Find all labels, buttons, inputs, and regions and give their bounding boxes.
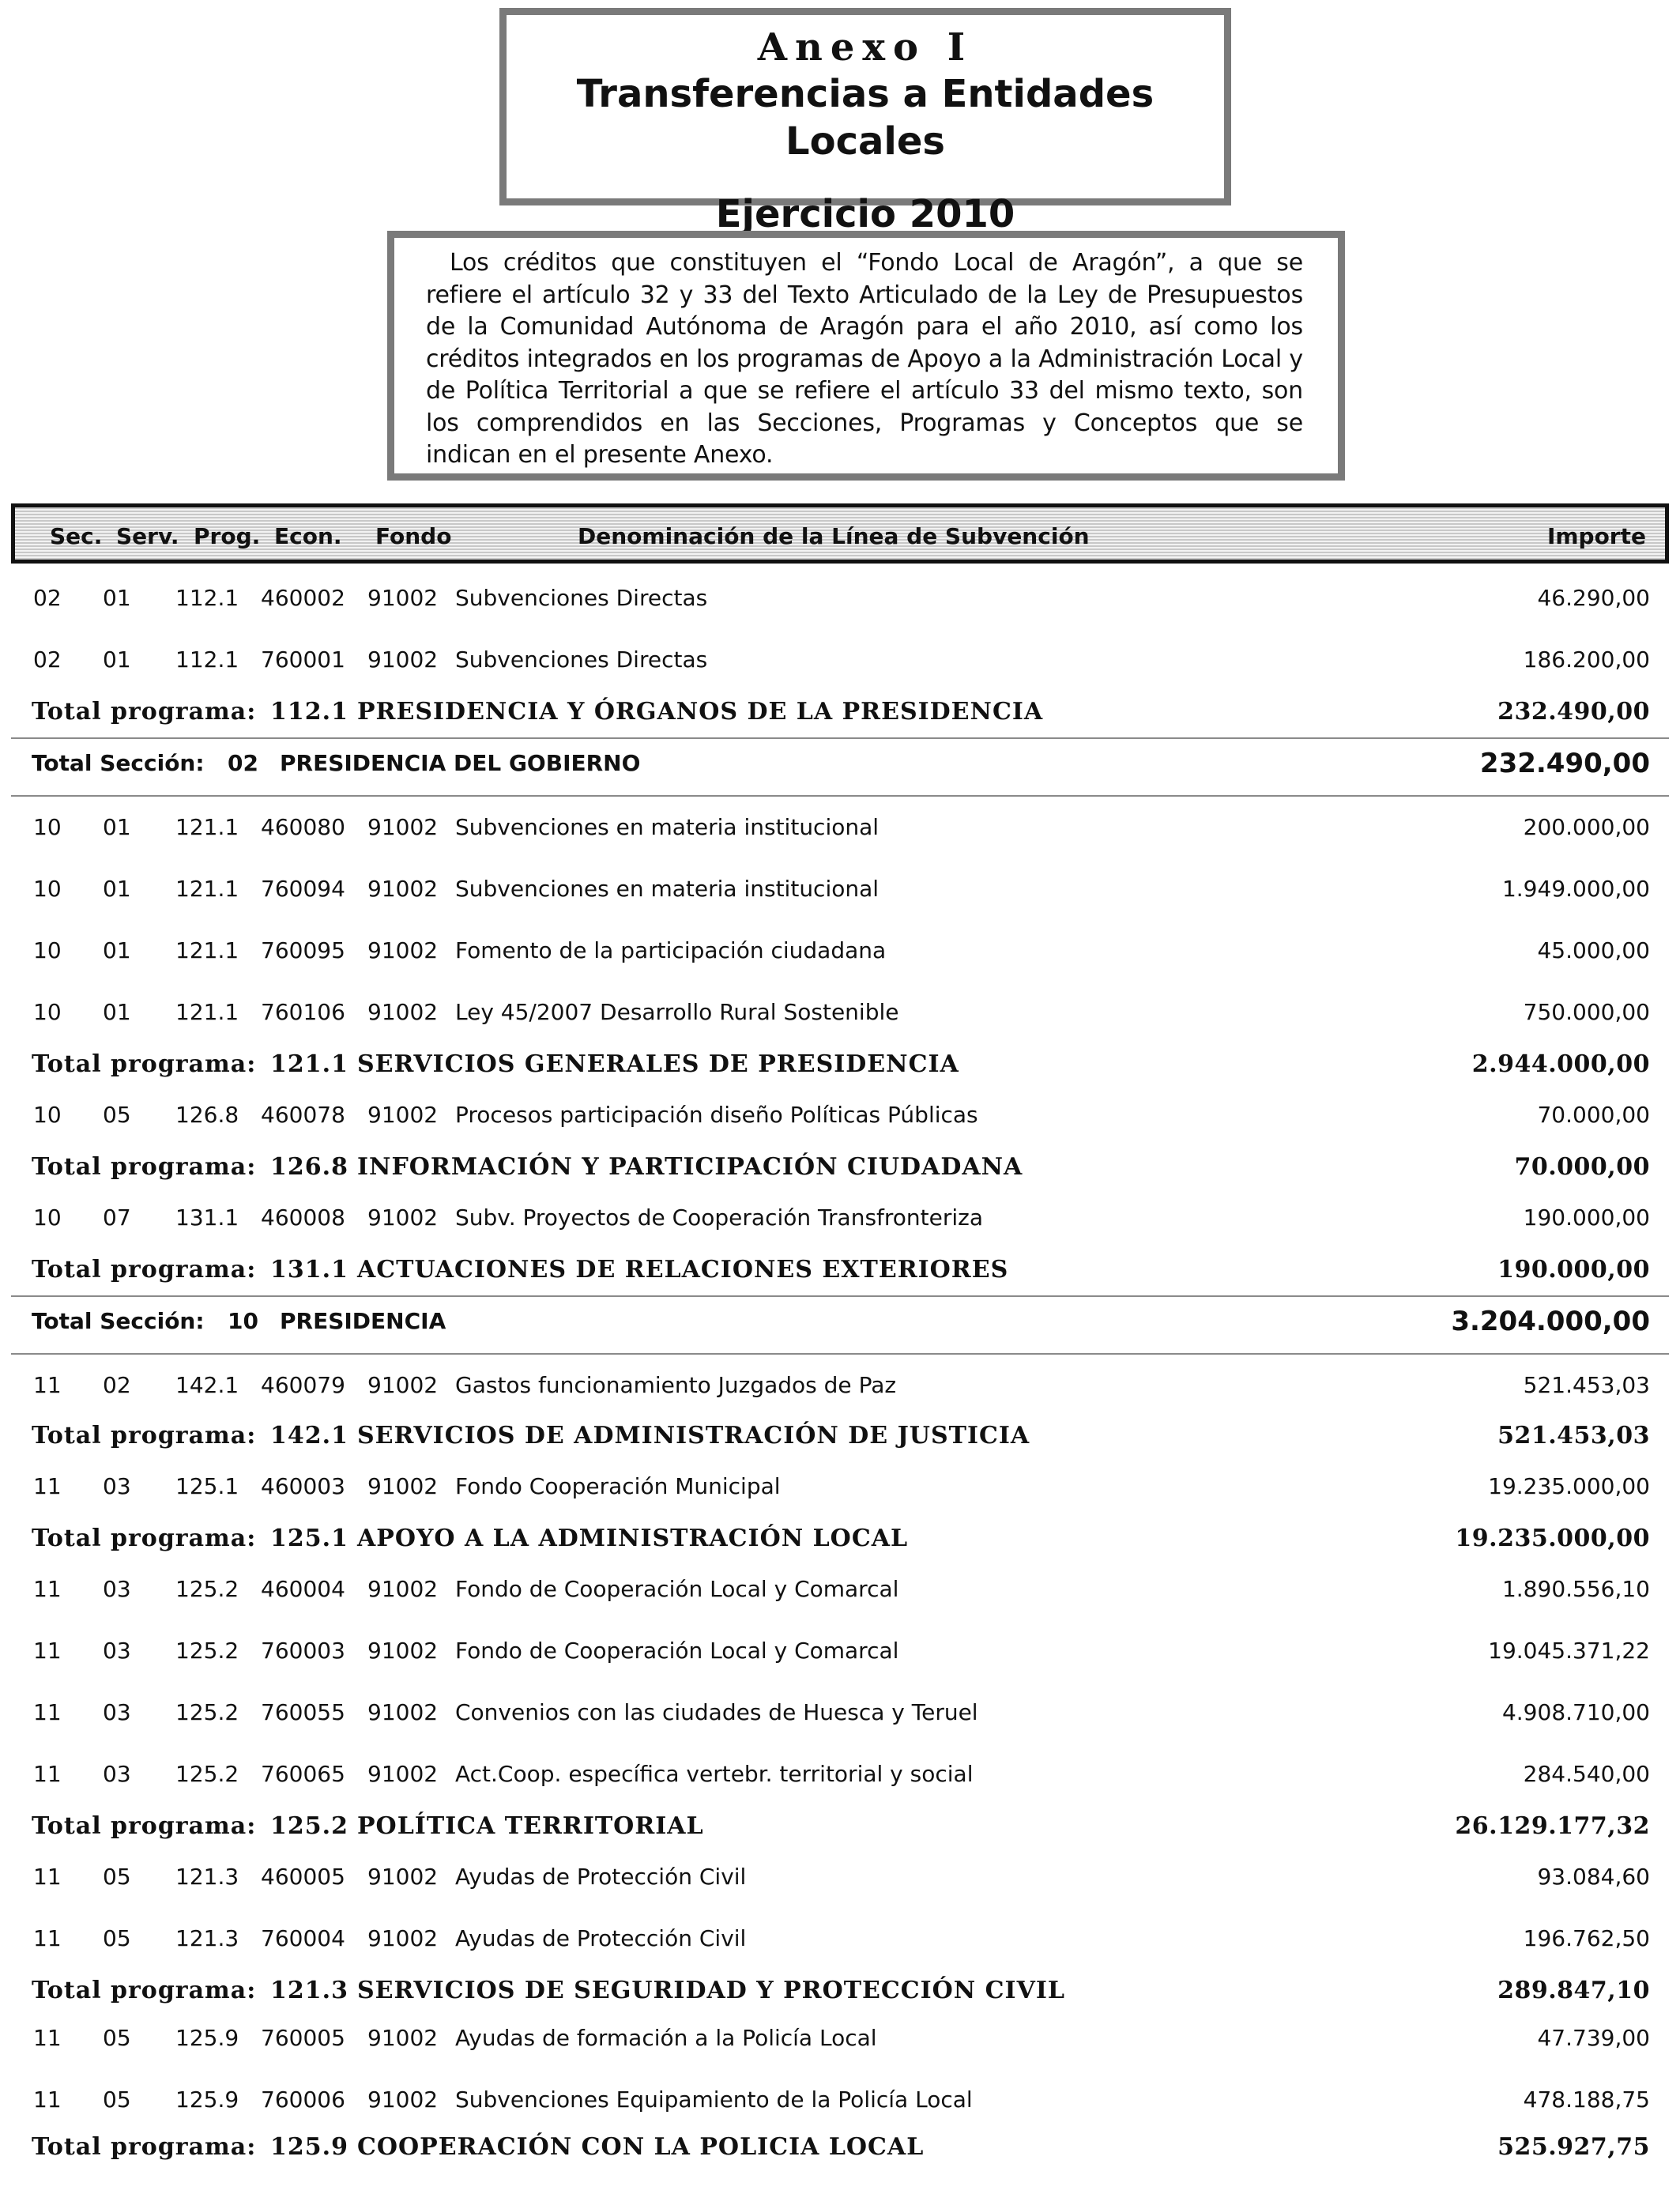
cell-description: Fomento de la participación ciudadana [455,937,887,963]
fiscal-year: Ejercicio 2010 [715,192,1015,236]
program-code: 112.1 [270,698,348,726]
cell-serv: 05 [103,1102,131,1128]
cell-fondo: 91002 [367,1761,439,1787]
cell-fondo: 91002 [367,1864,439,1890]
cell-amount: 4.908.710,00 [1501,1699,1650,1725]
cell-serv: 03 [103,1761,131,1787]
col-header-fondo: Fondo [375,523,452,549]
program-total-label: Total programa: [32,1050,257,1078]
cell-fondo: 91002 [367,999,439,1025]
cell-serv: 05 [103,1864,131,1890]
cell-fondo: 91002 [367,1925,439,1951]
program-total-row [0,1049,1680,1080]
col-header-econ: Econ. [274,523,342,549]
program-total-row [0,1152,1680,1183]
cell-serv: 01 [103,876,131,902]
cell-prog: 121.1 [175,876,239,902]
table-row [0,1697,1680,1728]
cell-fondo: 91002 [367,1576,439,1602]
cell-sec: 11 [33,1864,62,1890]
program-code: 121.1 [270,1050,348,1078]
program-code: 126.8 [270,1153,348,1181]
program-code: 142.1 [270,1422,348,1449]
cell-sec: 10 [33,1204,62,1231]
cell-prog: 125.2 [175,1699,239,1725]
col-header-sec: Sec. [50,523,103,549]
program-total-row [0,2132,1680,2163]
col-header-prog: Prog. [194,523,261,549]
cell-econ: 460003 [261,1473,345,1499]
cell-serv: 03 [103,1576,131,1602]
cell-prog: 125.2 [175,1638,239,1664]
program-total-amount: 2.944.000,00 [1471,1050,1650,1078]
cell-sec: 11 [33,1576,62,1602]
cell-sec: 02 [33,585,62,611]
intro-paragraph: Los créditos que constituyen el “Fondo Local de Aragón”, a que se refiere el artículo 32 y 33 del Texto Articulado de la Ley de Presupuestos de la Comunidad Autónoma de Aragón para el año 2010, así como los créditos integrados en los programas de Apoyo a la Administración Local y de Política Territorial a que se refiere el artículo 33 del mismo texto, son los comprendidos en las Secciones, Programas y Conceptos que se indican en el presente Anexo. [426,249,1303,469]
program-code: 121.3 [270,1977,348,2004]
program-name: SERVICIOS DE ADMINISTRACIÓN DE JUSTICIA [357,1422,1030,1449]
cell-econ: 760065 [261,1761,345,1787]
cell-prog: 121.3 [175,1864,239,1890]
cell-fondo: 91002 [367,585,439,611]
cell-serv: 05 [103,2087,131,2113]
cell-serv: 03 [103,1699,131,1725]
program-total-label: Total programa: [32,1977,257,2004]
program-total-row [0,696,1680,728]
col-header-amount: Importe [1546,523,1646,549]
program-total-amount: 19.235.000,00 [1455,1525,1650,1552]
cell-sec: 10 [33,814,62,840]
program-total-label: Total programa: [32,698,257,726]
cell-sec: 11 [33,2025,62,2051]
cell-description: Act.Coop. específica vertebr. territorial y social [455,1761,974,1787]
section-divider [11,795,1669,797]
table-header [11,503,1669,564]
cell-fondo: 91002 [367,1372,439,1398]
section-total-row [0,748,1680,779]
section-total-label: Total Sección: [32,1308,205,1334]
cell-amount: 200.000,00 [1523,814,1650,840]
cell-fondo: 91002 [367,2087,439,2113]
cell-amount: 19.045.371,22 [1488,1638,1650,1664]
cell-serv: 05 [103,1925,131,1951]
cell-prog: 125.9 [175,2087,239,2113]
table-row [0,812,1680,843]
program-total-amount: 232.490,00 [1497,698,1650,726]
cell-serv: 01 [103,647,131,673]
program-total-amount: 26.129.177,32 [1455,1812,1650,1840]
cell-sec: 11 [33,1699,62,1725]
table-row [0,2022,1680,2054]
program-total-label: Total programa: [32,1153,257,1181]
table-row [0,1635,1680,1667]
program-name: POLÍTICA TERRITORIAL [357,1812,704,1840]
section-name: PRESIDENCIA DEL GOBIERNO [280,750,641,776]
cell-description: Subvenciones en materia institucional [455,876,880,902]
table-row [0,1202,1680,1234]
table-row [0,1861,1680,1893]
cell-econ: 460002 [261,585,345,611]
cell-serv: 01 [103,585,131,611]
cell-amount: 186.200,00 [1523,647,1650,673]
cell-sec: 10 [33,937,62,963]
cell-prog: 131.1 [175,1204,239,1231]
cell-description: Subvenciones Equipamiento de la Policía Local [455,2087,973,2113]
col-header-desc: Denominación de la Línea de Subvención [578,523,1090,549]
cell-prog: 125.9 [175,2025,239,2051]
table-row [0,1471,1680,1502]
cell-amount: 521.453,03 [1523,1372,1650,1398]
section-code: 10 [228,1308,258,1334]
cell-sec: 11 [33,1372,62,1398]
cell-description: Subvenciones en materia institucional [455,814,880,840]
cell-amount: 45.000,00 [1537,937,1650,963]
annex-label: Anexo I [757,25,974,70]
cell-serv: 03 [103,1473,131,1499]
cell-fondo: 91002 [367,647,439,673]
program-total-amount: 289.847,10 [1497,1977,1650,2004]
cell-description: Subvenciones Directas [455,585,708,611]
document-title: Transferencias a Entidades Locales [576,72,1155,164]
cell-fondo: 91002 [367,876,439,902]
cell-econ: 760095 [261,937,345,963]
section-total-label: Total Sección: [32,750,205,776]
cell-description: Subv. Proyectos de Cooperación Transfronteriza [455,1204,984,1231]
table-row [0,873,1680,905]
cell-sec: 11 [33,1638,62,1664]
program-code: 131.1 [270,1256,348,1284]
cell-sec: 11 [33,2087,62,2113]
table-row [0,997,1680,1028]
cell-prog: 112.1 [175,647,239,673]
table-row [0,582,1680,614]
cell-fondo: 91002 [367,1638,439,1664]
program-total-amount: 525.927,75 [1497,2133,1650,2161]
program-total-amount: 190.000,00 [1497,1256,1650,1284]
cell-sec: 11 [33,1925,62,1951]
cell-econ: 760006 [261,2087,345,2113]
cell-description: Fondo de Cooperación Local y Comarcal [455,1576,899,1602]
section-name: PRESIDENCIA [280,1308,446,1334]
cell-description: Ayudas de Protección Civil [455,1925,747,1951]
cell-prog: 121.3 [175,1925,239,1951]
cell-econ: 760094 [261,876,345,902]
cell-description: Ayudas de Protección Civil [455,1864,747,1890]
cell-amount: 93.084,60 [1537,1864,1650,1890]
program-total-amount: 521.453,03 [1497,1422,1650,1449]
table-row [0,2084,1680,2116]
cell-sec: 11 [33,1473,62,1499]
program-total-row [0,1420,1680,1452]
cell-econ: 760005 [261,2025,345,2051]
program-code: 125.1 [270,1525,348,1552]
cell-amount: 1.949.000,00 [1501,876,1650,902]
program-total-label: Total programa: [32,1525,257,1552]
cell-fondo: 91002 [367,1473,439,1499]
cell-serv: 07 [103,1204,131,1231]
program-code: 125.2 [270,1812,348,1840]
cell-amount: 19.235.000,00 [1488,1473,1650,1499]
section-divider [11,737,1669,739]
program-total-label: Total programa: [32,1256,257,1284]
cell-sec: 11 [33,1761,62,1787]
cell-prog: 142.1 [175,1372,239,1398]
cell-econ: 760055 [261,1699,345,1725]
cell-prog: 125.2 [175,1576,239,1602]
cell-sec: 02 [33,647,62,673]
cell-amount: 1.890.556,10 [1501,1576,1650,1602]
cell-serv: 03 [103,1638,131,1664]
program-total-row [0,1254,1680,1286]
cell-fondo: 91002 [367,1699,439,1725]
cell-econ: 460080 [261,814,345,840]
cell-description: Fondo de Cooperación Local y Comarcal [455,1638,899,1664]
cell-description: Fondo Cooperación Municipal [455,1473,781,1499]
cell-amount: 70.000,00 [1537,1102,1650,1128]
table-row [0,1099,1680,1131]
cell-amount: 190.000,00 [1523,1204,1650,1231]
cell-fondo: 91002 [367,937,439,963]
col-header-serv: Serv. [116,523,179,549]
cell-prog: 121.1 [175,999,239,1025]
cell-econ: 460005 [261,1864,345,1890]
cell-amount: 478.188,75 [1523,2087,1650,2113]
cell-econ: 460078 [261,1102,345,1128]
annex-title-box [499,8,1231,236]
cell-description: Ley 45/2007 Desarrollo Rural Sostenible [455,999,899,1025]
cell-fondo: 91002 [367,814,439,840]
table-row [0,1923,1680,1955]
cell-fondo: 91002 [367,1102,439,1128]
cell-econ: 760003 [261,1638,345,1664]
section-divider [11,1353,1669,1355]
cell-amount: 196.762,50 [1523,1925,1650,1951]
cell-description: Convenios con las ciudades de Huesca y Teruel [455,1699,978,1725]
program-name: SERVICIOS DE SEGURIDAD Y PROTECCIÓN CIVIL [357,1977,1065,2004]
program-total-label: Total programa: [32,2133,257,2161]
program-code: 125.9 [270,2133,348,2161]
cell-prog: 125.2 [175,1761,239,1787]
intro-box [387,231,1345,481]
program-name: APOYO A LA ADMINISTRACIÓN LOCAL [357,1525,909,1552]
program-name: COOPERACIÓN CON LA POLICIA LOCAL [357,2133,925,2161]
table-row [0,1370,1680,1401]
cell-fondo: 91002 [367,1204,439,1231]
program-total-label: Total programa: [32,1812,257,1840]
section-total-amount: 3.204.000,00 [1451,1306,1650,1337]
cell-amount: 284.540,00 [1523,1761,1650,1787]
table-row [0,644,1680,676]
cell-description: Subvenciones Directas [455,647,708,673]
cell-description: Procesos participación diseño Políticas Públicas [455,1102,978,1128]
program-total-row [0,1975,1680,2007]
cell-serv: 01 [103,999,131,1025]
program-name: SERVICIOS GENERALES DE PRESIDENCIA [357,1050,959,1078]
cell-econ: 760001 [261,647,345,673]
cell-serv: 01 [103,937,131,963]
cell-serv: 05 [103,2025,131,2051]
cell-sec: 10 [33,999,62,1025]
cell-prog: 121.1 [175,814,239,840]
table-row [0,1759,1680,1790]
cell-prog: 112.1 [175,585,239,611]
cell-econ: 760004 [261,1925,345,1951]
section-divider [11,1295,1669,1297]
cell-fondo: 91002 [367,2025,439,2051]
program-name: INFORMACIÓN Y PARTICIPACIÓN CIUDADANA [357,1153,1023,1181]
cell-sec: 10 [33,876,62,902]
program-total-amount: 70.000,00 [1514,1153,1650,1181]
program-total-label: Total programa: [32,1422,257,1449]
cell-econ: 460004 [261,1576,345,1602]
section-total-row [0,1306,1680,1337]
program-total-row [0,1811,1680,1842]
program-name: ACTUACIONES DE RELACIONES EXTERIORES [357,1256,1009,1284]
cell-econ: 760106 [261,999,345,1025]
cell-prog: 126.8 [175,1102,239,1128]
cell-amount: 46.290,00 [1537,585,1650,611]
table-row [0,1574,1680,1605]
cell-econ: 460079 [261,1372,345,1398]
cell-amount: 47.739,00 [1537,2025,1650,2051]
cell-description: Ayudas de formación a la Policía Local [455,2025,877,2051]
cell-sec: 10 [33,1102,62,1128]
section-total-amount: 232.490,00 [1479,748,1650,779]
cell-econ: 460008 [261,1204,345,1231]
cell-amount: 750.000,00 [1523,999,1650,1025]
program-name: PRESIDENCIA Y ÓRGANOS DE LA PRESIDENCIA [357,698,1044,726]
cell-prog: 121.1 [175,937,239,963]
cell-prog: 125.1 [175,1473,239,1499]
cell-description: Gastos funcionamiento Juzgados de Paz [455,1372,897,1398]
section-code: 02 [228,750,258,776]
program-total-row [0,1523,1680,1555]
table-row [0,935,1680,967]
cell-serv: 02 [103,1372,131,1398]
cell-serv: 01 [103,814,131,840]
